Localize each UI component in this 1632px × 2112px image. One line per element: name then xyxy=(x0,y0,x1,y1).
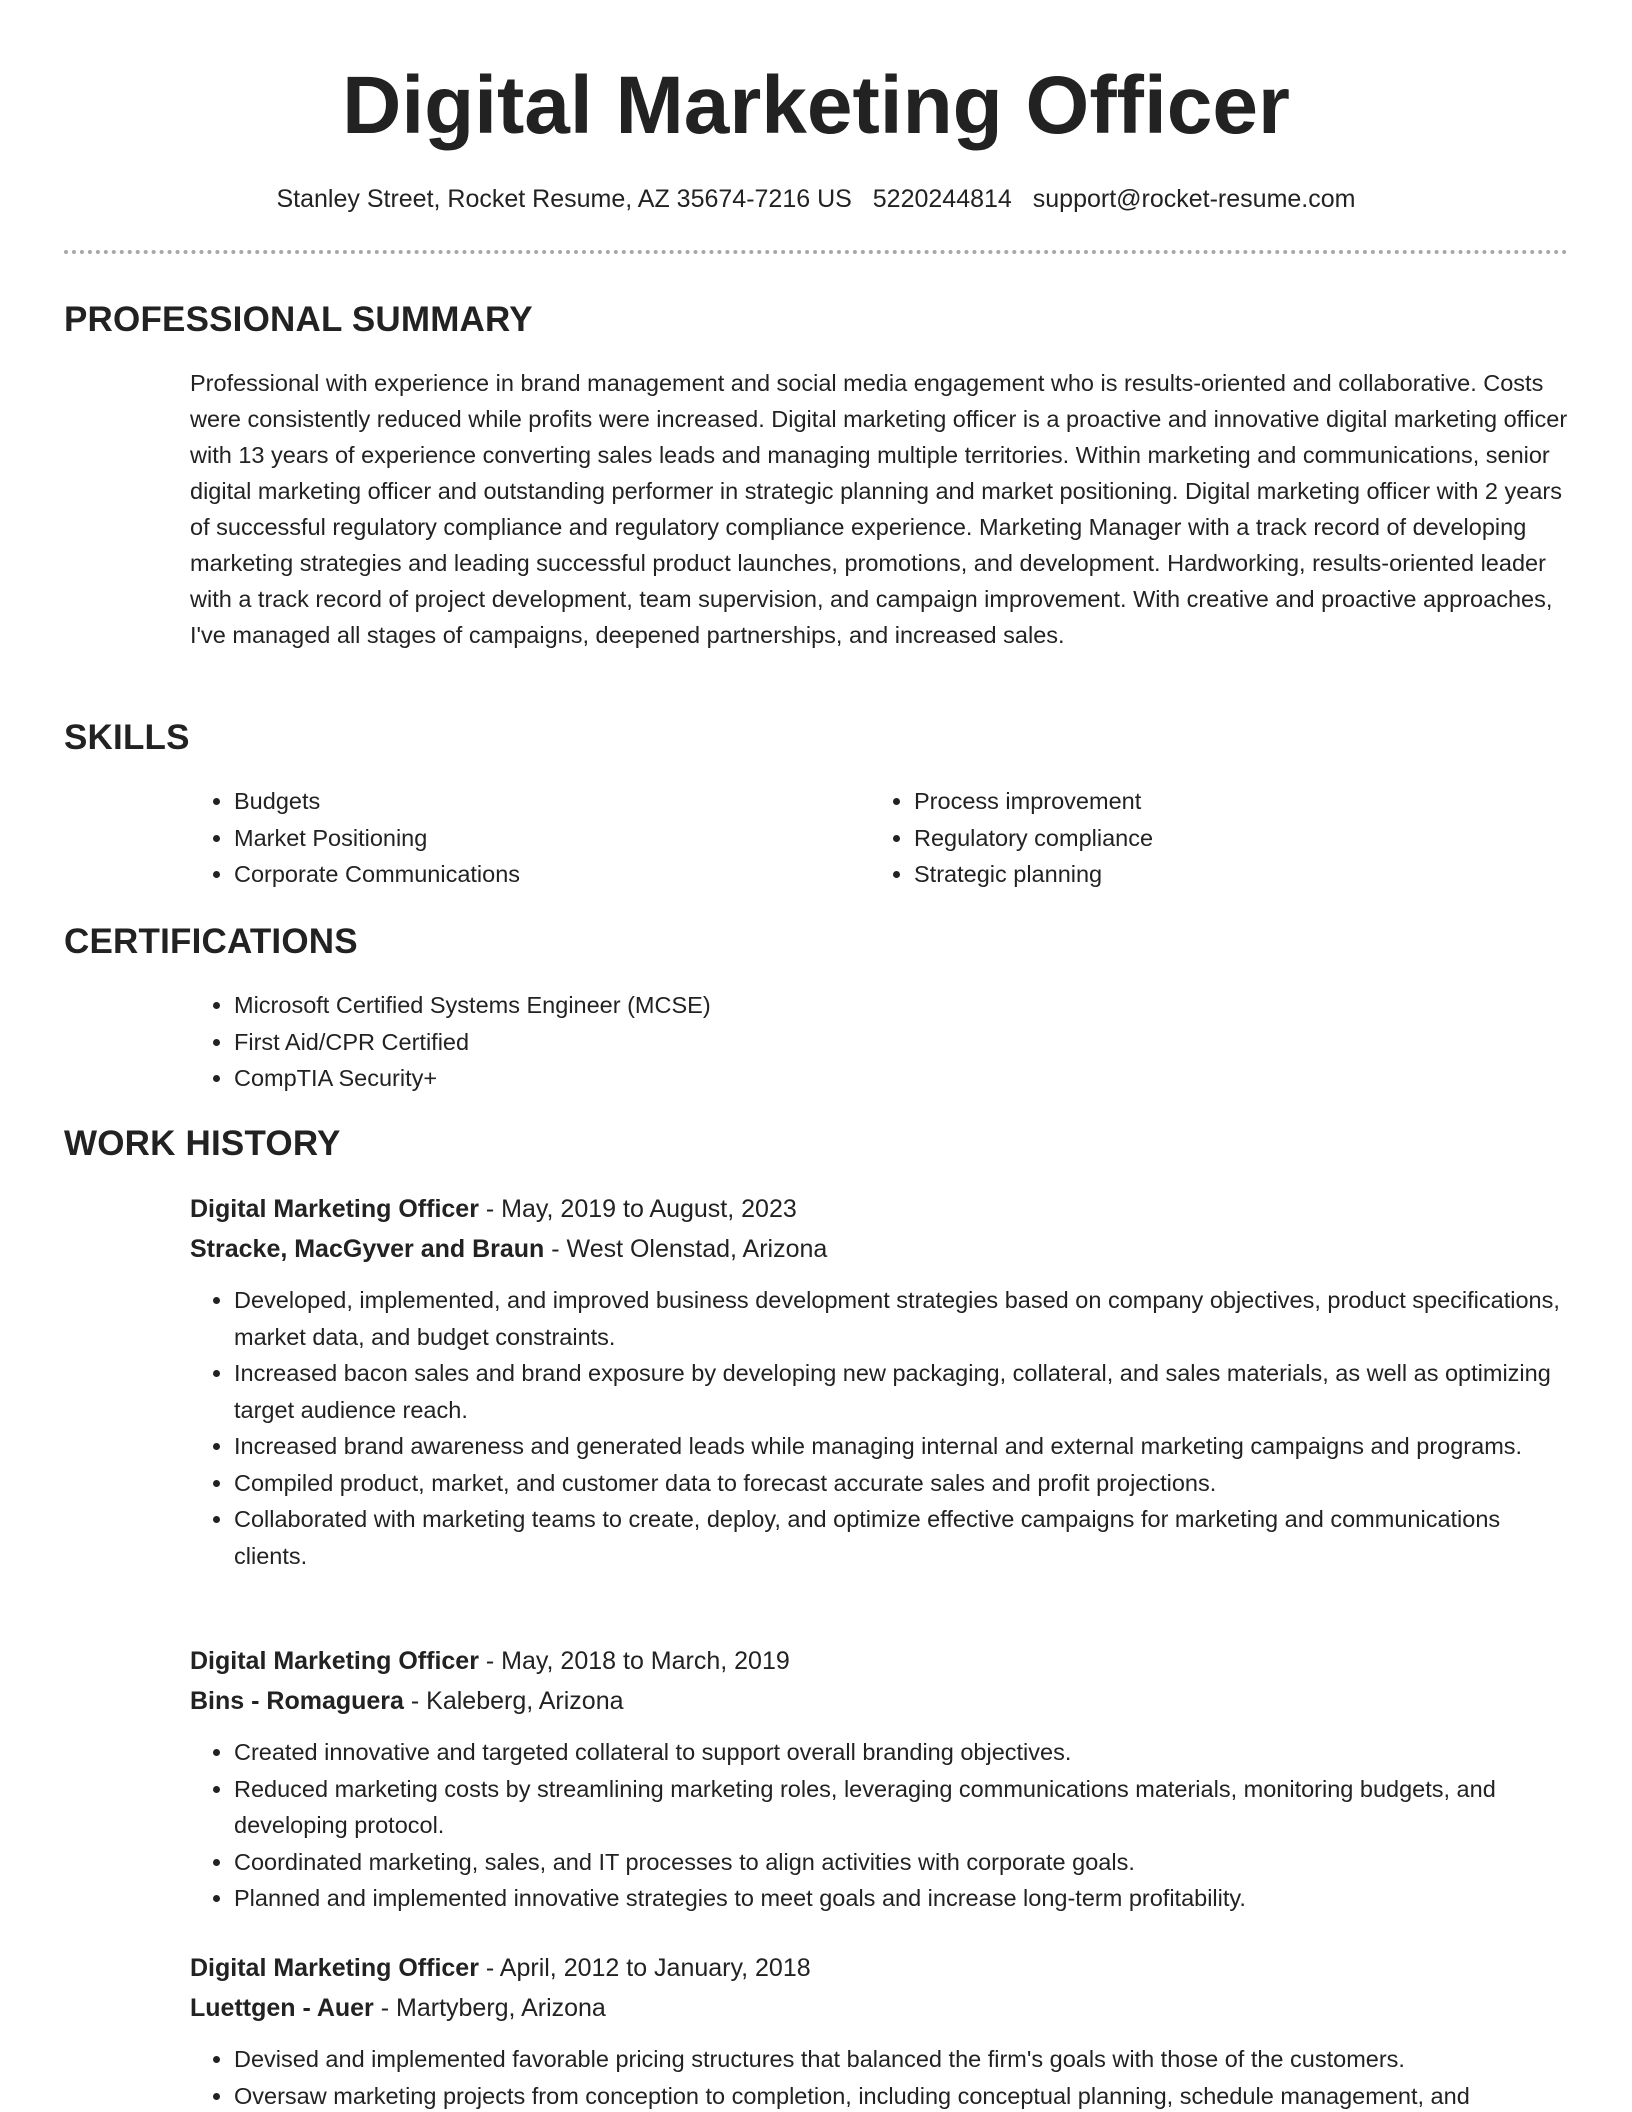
job-dates: - April, 2012 to January, 2018 xyxy=(478,1954,811,1982)
skill-item: • Budgets xyxy=(234,783,874,820)
skill-item: • Corporate Communications xyxy=(234,856,874,893)
job-bullet: • Developed, implemented, and improved business development strategies based on company objectives, product specifications, market data, and budget constraints. xyxy=(234,1282,1568,1355)
certifications-list xyxy=(190,987,1534,1097)
skill-item: • Process improvement xyxy=(914,783,1554,820)
job-bullet: • Oversaw marketing projects from conception to completion, including conceptual planning, schedule management, and xyxy=(234,2078,1568,2112)
job-bullet: • Devised and implemented favorable pricing structures that balanced the firm's goals with those of the customers. xyxy=(234,2041,1568,2078)
job-role: Digital Marketing Officer xyxy=(190,1954,479,1982)
job-location: - Martyberg, Arizona xyxy=(373,1994,606,2022)
skills-list-right xyxy=(870,783,1554,893)
job-dates: - May, 2019 to August, 2023 xyxy=(478,1195,797,1223)
job-bullet: • Created innovative and targeted collateral to support overall branding objectives. xyxy=(234,1734,1568,1771)
job-title-line xyxy=(190,1948,1568,1988)
job-entry xyxy=(190,1189,1568,1574)
job-bullet: • Compiled product, market, and customer data to forecast accurate sales and profit projections. xyxy=(234,1465,1568,1502)
certification-item: • Microsoft Certified Systems Engineer (MCSE) xyxy=(234,987,1534,1024)
job-bullet: • Coordinated marketing, sales, and IT processes to align activities with corporate goals. xyxy=(234,1844,1568,1881)
job-company: Stracke, MacGyver and Braun xyxy=(190,1235,545,1263)
job-bullet: • Collaborated with marketing teams to create, deploy, and optimize effective campaigns for marketing and communications clients. xyxy=(234,1501,1568,1574)
job-bullets xyxy=(190,2041,1568,2112)
job-bullets xyxy=(190,1734,1568,1917)
resume-name: Digital Marketing Officer xyxy=(342,60,1290,151)
job-company-line xyxy=(190,1229,1568,1269)
job-bullets xyxy=(190,1282,1568,1574)
job-location: - West Olenstad, Arizona xyxy=(544,1235,828,1263)
job-bullet: • Increased brand awareness and generated leads while managing internal and external marketing campaigns and programs. xyxy=(234,1428,1568,1465)
job-company: Luettgen - Auer xyxy=(190,1994,374,2022)
job-role: Digital Marketing Officer xyxy=(190,1195,479,1223)
contact-line xyxy=(0,182,1632,216)
summary-text: Professional with experience in brand management and social media engagement who is results-oriented and collaborative. Costs were consistently reduced while profits were increased. Digital marketing officer is a proactive and innovative digital marketing officer with 13 years of experience converting sales leads and managing multiple territories. Within marketing and communications, senior digital marketing officer and outstanding performer in strategic planning and market positioning. Digital marketing officer with 2 years of successful regulatory compliance and regulatory compliance experience. Marketing Manager with a track record of developing marketing strategies and leading successful product launches, promotions, and development. Hardworking, results-oriented leader with a track record of project development, team supervision, and campaign improvement. With creative and proactive approaches, I've managed all stages of campaigns, deepened partnerships, and increased sales. xyxy=(190,370,1568,648)
work-history-heading: WORK HISTORY xyxy=(64,1124,341,1163)
job-entry xyxy=(190,1641,1568,1917)
skills-heading: SKILLS xyxy=(64,718,190,757)
job-company-line xyxy=(190,1988,1568,2028)
skills-list-left xyxy=(190,783,874,893)
skill-item: • Regulatory compliance xyxy=(914,820,1554,857)
job-entry xyxy=(190,1948,1568,2112)
certification-item: • First Aid/CPR Certified xyxy=(234,1024,1534,1061)
job-role: Digital Marketing Officer xyxy=(190,1647,479,1675)
summary-heading: PROFESSIONAL SUMMARY xyxy=(64,300,533,339)
job-title-line xyxy=(190,1189,1568,1229)
skill-item: • Strategic planning xyxy=(914,856,1554,893)
job-company-line xyxy=(190,1681,1568,1721)
certifications-heading: CERTIFICATIONS xyxy=(64,922,358,961)
job-location: - Kaleberg, Arizona xyxy=(403,1687,624,1715)
certification-item: • CompTIA Security+ xyxy=(234,1060,1534,1097)
job-bullet: • Increased bacon sales and brand exposure by developing new packaging, collateral, and sales materials, as well as optimizing target audience reach. xyxy=(234,1355,1568,1428)
job-bullet: • Reduced marketing costs by streamlining marketing roles, leveraging communications materials, monitoring budgets, and developing protocol. xyxy=(234,1771,1568,1844)
contact-address: Stanley Street, Rocket Resume, AZ 35674-7216 US xyxy=(276,185,852,213)
job-bullet: • Planned and implemented innovative strategies to meet goals and increase long-term profitability. xyxy=(234,1880,1568,1917)
header-divider xyxy=(64,250,1568,254)
job-dates: - May, 2018 to March, 2019 xyxy=(478,1647,790,1675)
contact-phone: 5220244814 xyxy=(872,185,1012,213)
skill-item: • Market Positioning xyxy=(234,820,874,857)
job-company: Bins - Romaguera xyxy=(190,1687,404,1715)
job-title-line xyxy=(190,1641,1568,1681)
contact-email: support@rocket-resume.com xyxy=(1032,185,1356,213)
